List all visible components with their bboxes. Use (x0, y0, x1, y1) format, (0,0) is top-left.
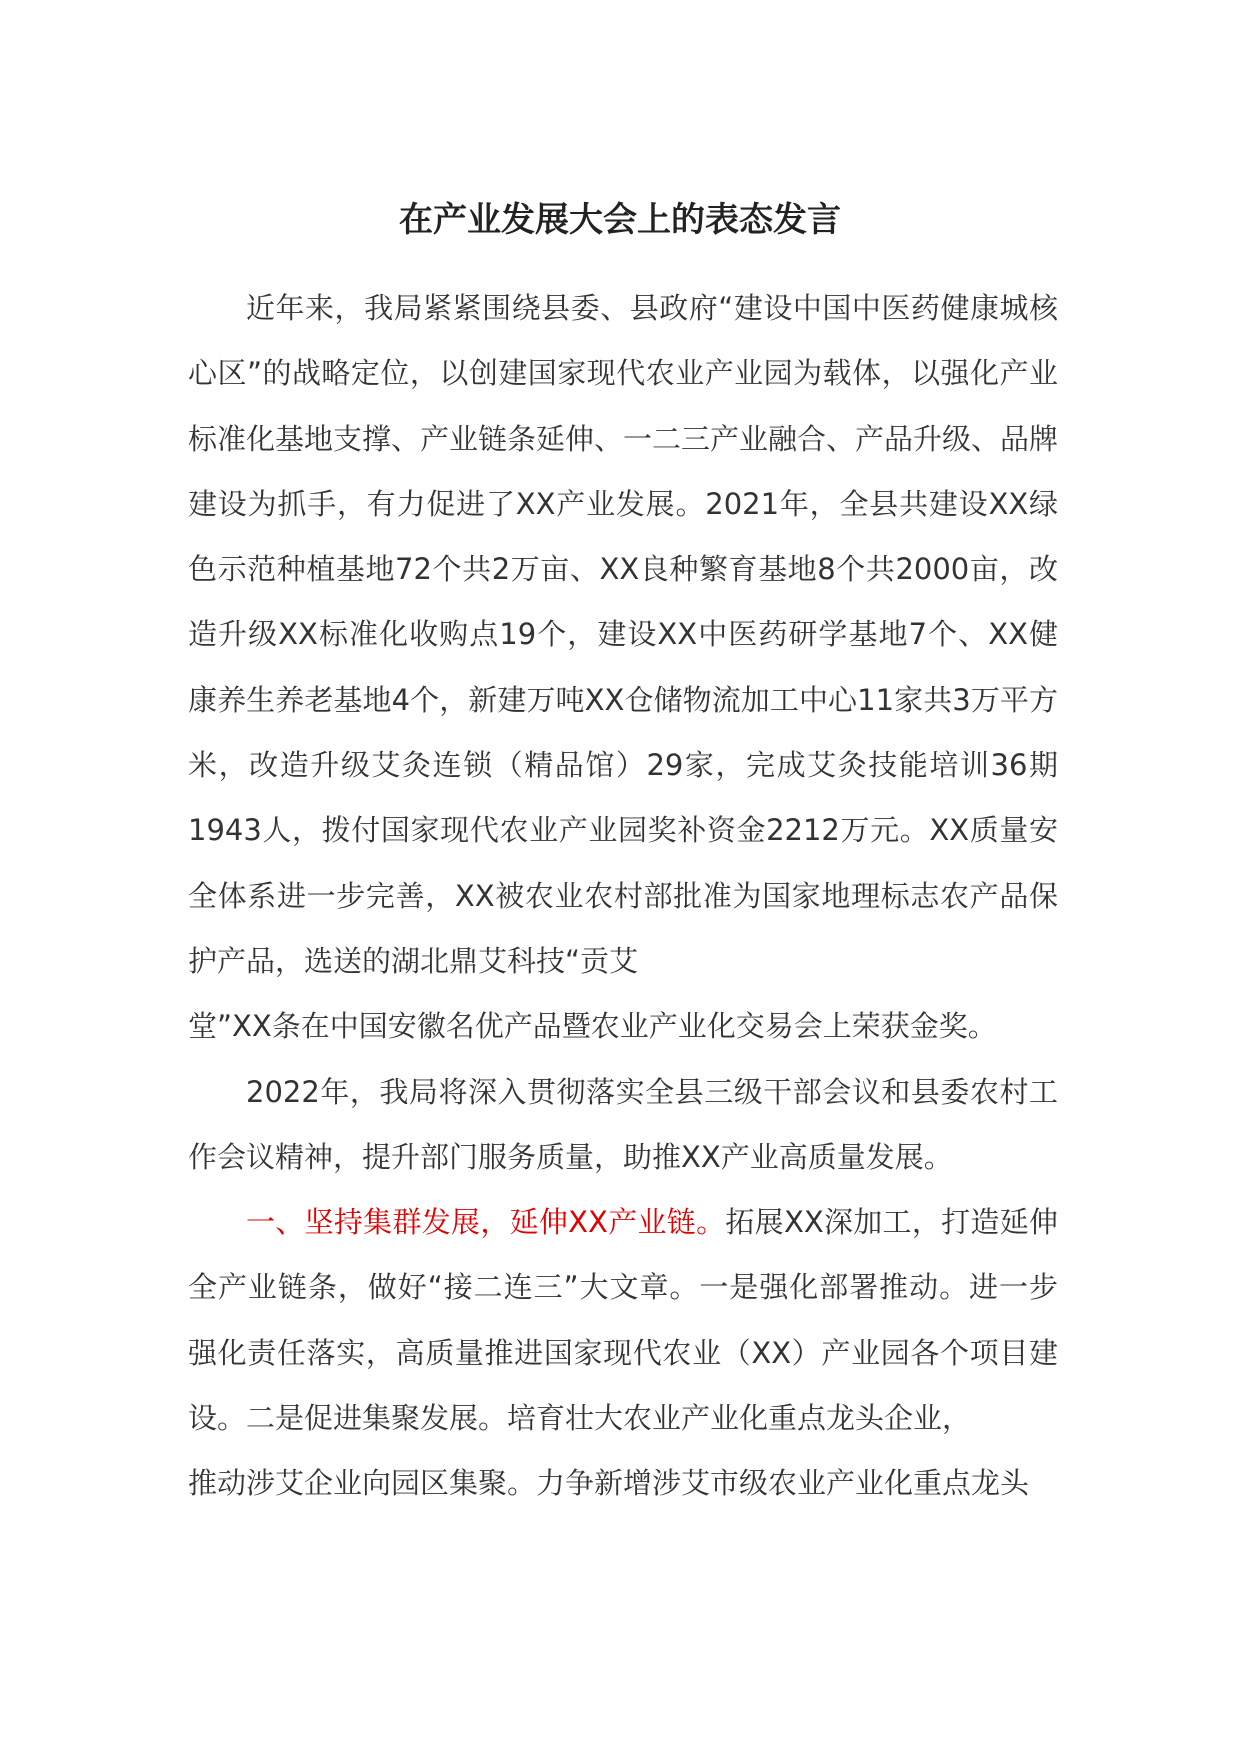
paragraph-section-1 (188, 1190, 1058, 1451)
document-body (188, 276, 1058, 1517)
section-1-text: 拓展XX深加工，打造延伸全产业链条，做好“接二连三”大文章。一是强化部署推动。进一步强化责任落实，高质量推进国家现代农业（XX）产业园各个项目建设。二是促进集聚发展。培育壮大农业产业化重点龙头企业， (188, 1205, 1059, 1436)
document-title: 在产业发展大会上的表态发言 (399, 200, 841, 240)
paragraph-intro-text: 近年来，我局紧紧围绕县委、县政府“建设中国中医药健康城核心区”的战略定位，以创建国家现代农业产业园为载体，以强化产业标准化基地支撑、产业链条延伸、一二三产业融合、产品升级、品牌建设为抓手，有力促进了XX产业发展。2021年，全县共建设XX绿色示范种植基地72个共2万亩、XX良种繁育基地8个共2000亩，改造升级XX标准化收购点19个，建设XX中医药研学基地7个、XX健康养生养老基地4个，新建万吨XX仓储物流加工中心11家共3万平方米，改造升级艾灸连锁（精品馆）29家，完成艾灸技能培训36期1943人，拨付国家现代农业产业园奖补资金2212万元。XX质量安全体系进一步完善，XX被农业农村部批准为国家地理标志农产品保护产品，选送的湖北鼎艾科技“贡艾 (188, 291, 1059, 978)
paragraph-intro-tail: 堂”XX条在中国安徽名优产品暨农业产业化交易会上荣获金奖。 (188, 1009, 997, 1044)
paragraph-plan-2022: 2022年，我局将深入贯彻落实全县三级干部会议和县委农村工作会议精神，提升部门服务质量，助推XX产业高质量发展。 (188, 1074, 1058, 1174)
section-1-heading: 一、坚持集群发展，延伸XX产业链。 (246, 1205, 726, 1240)
paragraph-section-1-continued: 推动涉艾企业向园区集聚。力争新增涉艾市级农业产业化重点龙头 (188, 1466, 1030, 1501)
paragraph-intro (188, 276, 1058, 994)
